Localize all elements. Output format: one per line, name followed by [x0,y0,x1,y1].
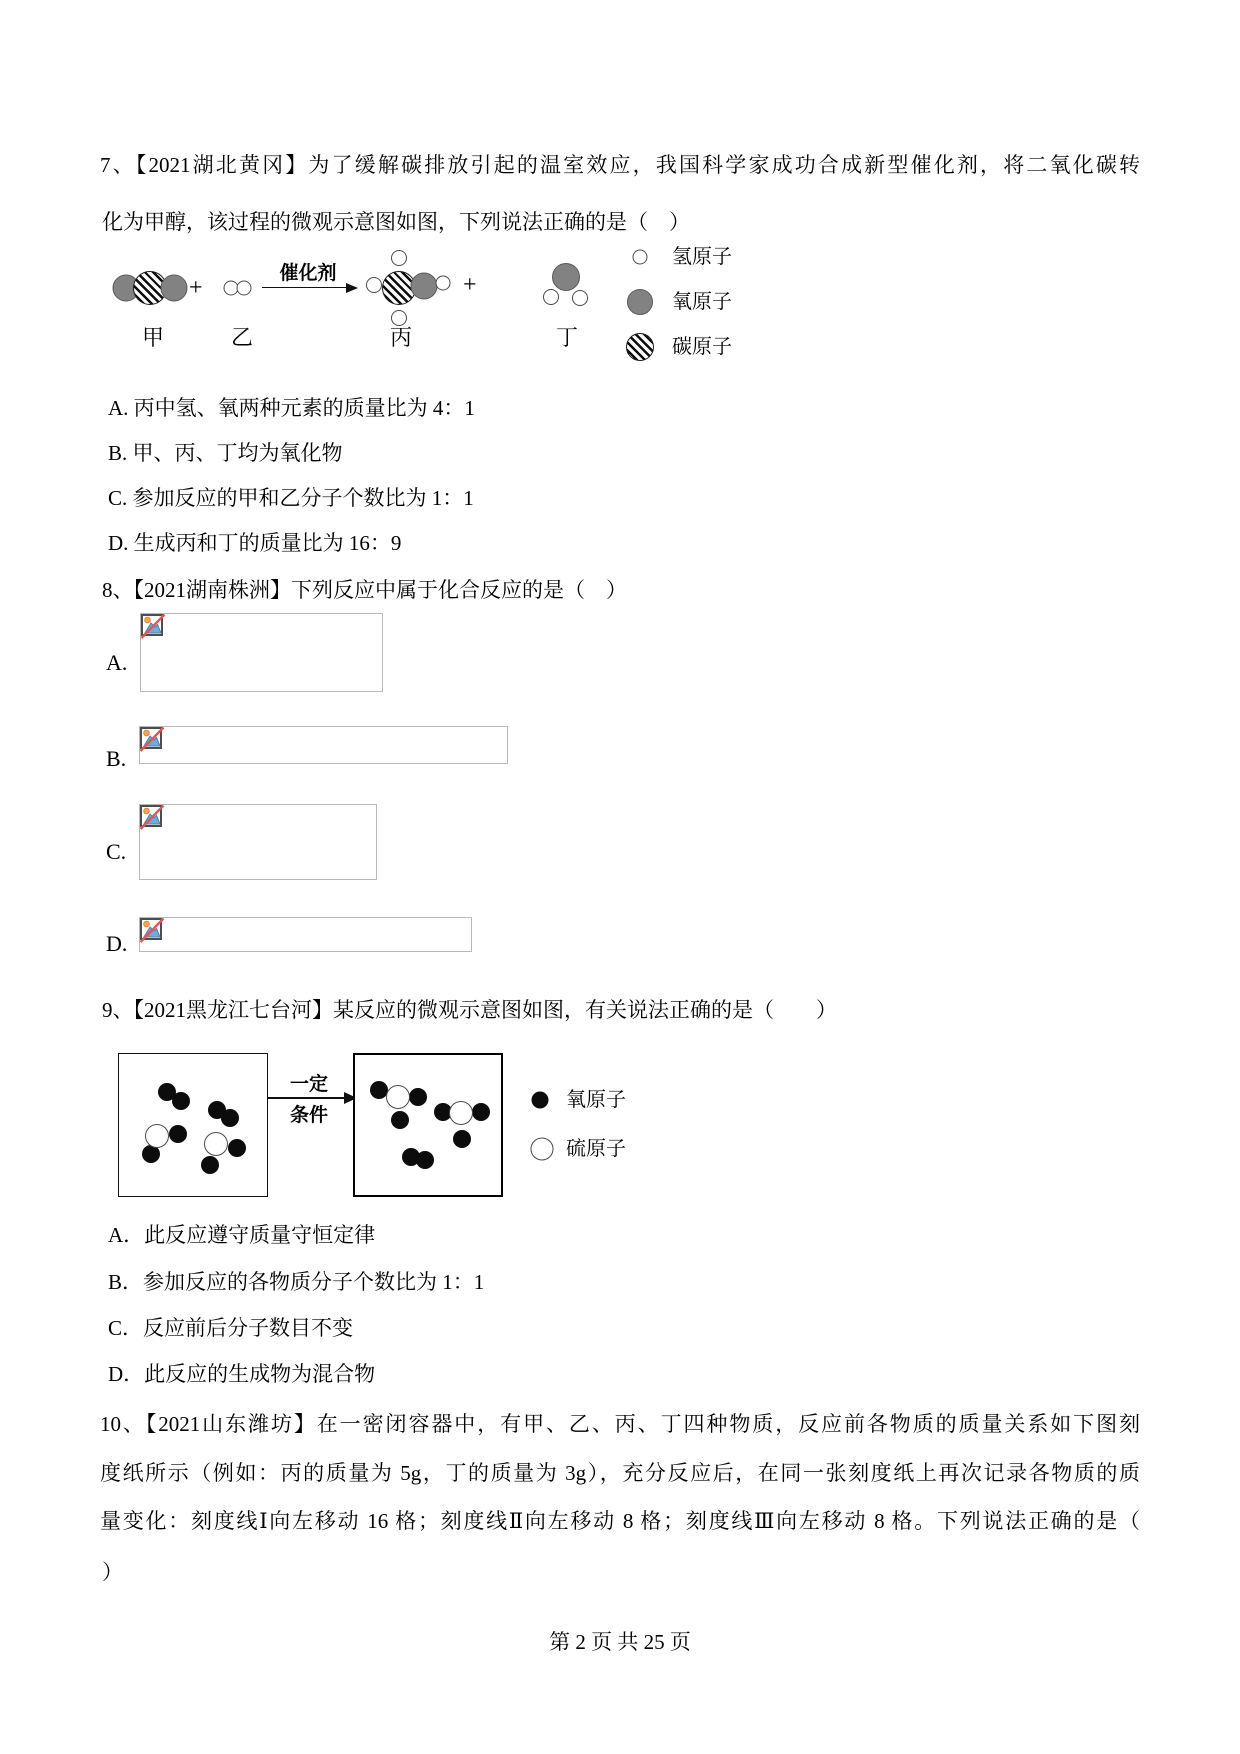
hydrogen-atom-icon [543,289,559,305]
oxygen-atom-icon [552,263,580,291]
broken-image-icon [140,805,166,831]
q7-option-a: A. 丙中氢、氧两种元素的质量比为 4：1 [108,396,475,420]
molecule-label-ding: 丁 [555,325,578,350]
q8-option-b-image-placeholder [139,726,508,764]
molecule-label-jia: 甲 [141,325,164,350]
sulfur-atom-icon [386,1085,410,1109]
q8-option-d-label: D. [106,931,128,956]
legend-carbon-label: 碳原子 [672,336,732,358]
reaction-arrow [268,1097,346,1099]
q10-text-line3: 量变化：刻度线Ⅰ向左移动 16 格；刻度线Ⅱ向左移动 8 格；刻度线Ⅲ向左移动 8 格。下列说法正确的是（ [100,1509,1140,1533]
q10-text-line4: ） [102,1560,123,1584]
oxygen-atom-icon [221,1109,239,1127]
oxygen-atom-icon [472,1103,490,1121]
oxygen-atom-icon [391,1111,409,1129]
q9-reactants-box [118,1053,268,1197]
q9-option-a: A．此反应遵守质量守恒定律 [108,1223,376,1247]
oxygen-atom-icon [453,1130,471,1148]
q7-text-line1: 7、【2021湖北黄冈】为了缓解碳排放引起的温室效应，我国科学家成功合成新型催化剂，将二氧化碳转 [100,153,1140,177]
reaction-arrow [262,287,346,288]
molecule-label-bing: 丙 [389,325,412,350]
oxygen-atom-icon [228,1139,246,1157]
oxygen-atom-icon [409,1088,427,1106]
oxygen-atom-icon [201,1156,219,1174]
q8-option-a-image-placeholder [140,613,383,692]
oxygen-atom-icon [416,1151,434,1169]
hydrogen-atom-icon [391,250,407,266]
q7-text-line2: 化为甲醇，该过程的微观示意图如图，下列说法正确的是（ ） [102,210,690,234]
q8-option-b-label: B. [106,746,127,771]
oxygen-atom-icon [627,289,653,315]
oxygen-atom-icon [411,273,438,300]
q8-option-c-image-placeholder [139,804,377,880]
hydrogen-atom-icon [572,290,588,306]
legend-oxygen-label: 氧原子 [566,1089,626,1111]
q8-option-a-label: A. [106,650,128,675]
carbon-atom-icon [626,333,654,361]
plus-sign: + [463,272,477,298]
oxygen-atom-icon [161,275,188,302]
legend-sulfur-label: 硫原子 [566,1138,626,1160]
condition-bottom-label: 条件 [289,1105,328,1126]
oxygen-atom-icon [172,1092,190,1110]
q9-option-d: D．此反应的生成物为混合物 [108,1362,376,1386]
reaction-arrow-head [346,283,358,293]
hydrogen-atom-icon [436,276,451,291]
broken-image-icon [140,727,166,753]
q7-option-b: B. 甲、丙、丁均为氧化物 [108,441,343,465]
sulfur-atom-icon [204,1132,228,1156]
legend-hydrogen-label: 氢原子 [672,246,732,268]
oxygen-atom-icon [169,1125,187,1143]
hydrogen-atom-icon [366,277,382,293]
hydrogen-atom-icon [391,310,407,326]
sulfur-atom-icon [145,1124,169,1148]
broken-image-icon [140,918,166,944]
hydrogen-atom-icon [633,250,648,265]
legend-oxygen-label: 氧原子 [672,291,732,313]
q9-option-c: C．反应前后分子数目不变 [108,1316,354,1340]
catalyst-label: 催化剂 [279,263,337,284]
q8-text: 8、【2021湖南株洲】下列反应中属于化合反应的是（ ） [102,578,627,602]
q7-option-c: C. 参加反应的甲和乙分子个数比为 1：1 [108,486,474,510]
q10-text-line2: 度纸所示（例如：丙的质量为 5g，丁的质量为 3g），充分反应后，在同一张刻度纸上再次记录各物质的质 [100,1461,1140,1485]
q8-option-c-label: C. [106,839,127,864]
q9-products-box [353,1053,503,1197]
q9-option-b: B．参加反应的各物质分子个数比为 1：1 [108,1270,485,1294]
sulfur-atom-icon [449,1101,473,1125]
q7-option-d: D. 生成丙和丁的质量比为 16：9 [108,531,402,555]
q8-option-d-image-placeholder [139,917,472,952]
page-number-footer: 第 2 页 共 25 页 [549,1630,691,1654]
broken-image-icon [141,614,167,640]
q9-text: 9、【2021黑龙江七台河】某反应的微观示意图如图，有关说法正确的是（ ） [102,998,837,1022]
molecule-label-yi: 乙 [230,325,253,350]
plus-sign: + [189,275,203,301]
condition-top-label: 一定 [289,1074,328,1095]
hydrogen-atom-icon [237,281,252,296]
sulfur-atom-icon [531,1138,554,1161]
oxygen-atom-icon [532,1092,549,1109]
q10-text-line1: 10、【2021山东潍坊】在一密闭容器中，有甲、乙、丙、丁四种物质，反应前各物质的质量关系如下图刻 [100,1412,1140,1436]
